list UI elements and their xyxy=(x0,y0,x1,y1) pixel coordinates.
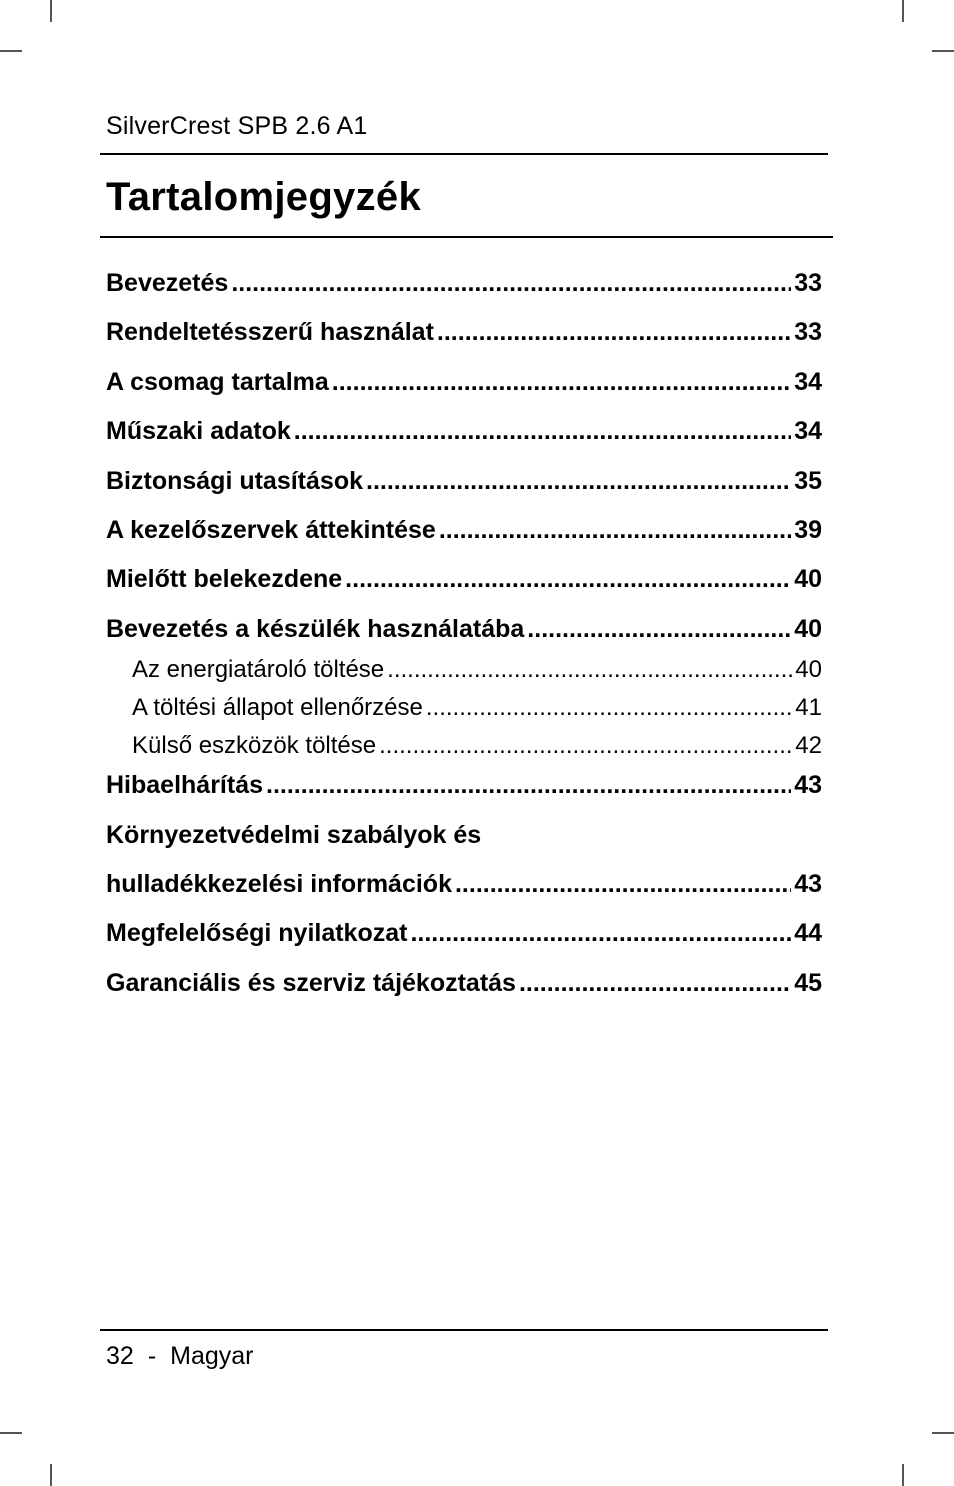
toc-entry[interactable] xyxy=(106,410,822,459)
toc-entry[interactable] xyxy=(106,262,822,311)
crop-mark xyxy=(932,50,954,52)
toc-entry-page: 43 xyxy=(794,869,822,898)
toc-leader-dots xyxy=(527,608,791,650)
header-rule xyxy=(100,153,828,155)
toc-entry[interactable] xyxy=(106,962,822,1011)
toc-entry-label: Bevezetés a készülék használatába xyxy=(106,614,525,643)
table-of-contents xyxy=(106,262,822,1011)
crop-mark xyxy=(50,1464,52,1486)
toc-leader-dots xyxy=(426,692,792,724)
toc-entry-label: Mielőtt belekezdene xyxy=(106,565,343,594)
toc-leader-dots xyxy=(455,863,791,905)
toc-entry-page: 34 xyxy=(794,367,822,396)
footer-rule xyxy=(100,1329,828,1331)
toc-entry-label: Biztonsági utasítások xyxy=(106,466,363,495)
toc-entry-page: 44 xyxy=(794,919,822,948)
toc-leader-dots xyxy=(439,509,791,551)
toc-subentry-label: Az energiatároló töltése xyxy=(132,656,385,684)
toc-subentry[interactable] xyxy=(106,730,822,764)
toc-entry[interactable] xyxy=(106,608,822,657)
toc-leader-dots xyxy=(410,912,791,954)
toc-entry[interactable] xyxy=(106,912,822,961)
crop-mark xyxy=(902,1464,904,1486)
toc-leader-dots xyxy=(437,311,791,353)
crop-mark xyxy=(0,50,22,52)
toc-subentry-page: 40 xyxy=(795,656,822,684)
toc-leader-dots xyxy=(231,262,791,304)
toc-leader-dots xyxy=(379,730,792,762)
toc-entry-label: Garanciális és szerviz tájékoztatás xyxy=(106,968,516,997)
toc-entry-label: Hibaelhárítás xyxy=(106,771,264,800)
crop-mark xyxy=(0,1432,22,1434)
toc-entry-page: 45 xyxy=(794,968,822,997)
toc-subentry-label: Külső eszközök töltése xyxy=(132,732,377,760)
toc-leader-dots xyxy=(366,460,791,502)
toc-entry-label: hulladékkezelési információk xyxy=(106,869,452,898)
toc-entry-label: Rendeltetésszerű használat xyxy=(106,318,434,347)
toc-entry-page: 33 xyxy=(794,318,822,347)
toc-entry[interactable] xyxy=(106,558,822,607)
page-title: Tartalomjegyzék xyxy=(106,175,421,219)
toc-entry-page: 34 xyxy=(794,417,822,446)
toc-entry-label: Környezetvédelmi szabályok és xyxy=(106,820,482,849)
footer-language: Magyar xyxy=(170,1342,254,1370)
toc-subentry-page: 41 xyxy=(795,694,822,722)
toc-entry-page: 33 xyxy=(794,269,822,297)
toc-entry-line2[interactable] xyxy=(106,863,822,912)
toc-subentry-page: 42 xyxy=(795,732,822,760)
toc-entry[interactable] xyxy=(106,361,822,410)
footer-separator: - xyxy=(147,1342,157,1370)
toc-subentry-label: A töltési állapot ellenőrzése xyxy=(132,694,423,722)
crop-mark xyxy=(902,0,904,22)
toc-leader-dots xyxy=(387,654,792,686)
toc-entry-page: 43 xyxy=(794,771,822,800)
toc-entry-page: 35 xyxy=(794,466,822,495)
crop-mark xyxy=(932,1432,954,1434)
toc-leader-dots xyxy=(519,962,791,1004)
toc-entry[interactable] xyxy=(106,460,822,509)
toc-entry-label: Megfelelőségi nyilatkozat xyxy=(106,919,408,948)
running-header: SilverCrest SPB 2.6 A1 xyxy=(106,112,368,140)
toc-entry-line1[interactable] xyxy=(106,814,822,863)
toc-entry[interactable] xyxy=(106,311,822,360)
title-rule xyxy=(100,236,833,238)
running-footer xyxy=(106,1342,254,1371)
toc-entry-page: 39 xyxy=(794,515,822,544)
footer-page-number: 32 xyxy=(106,1342,134,1370)
toc-entry-page: 40 xyxy=(794,614,822,643)
toc-entry[interactable] xyxy=(106,509,822,558)
toc-leader-dots xyxy=(345,558,791,600)
toc-leader-dots xyxy=(266,764,791,806)
toc-entry-label: A kezelőszervek áttekintése xyxy=(106,515,436,544)
toc-subentry[interactable] xyxy=(106,654,822,692)
toc-leader-dots xyxy=(294,410,791,452)
crop-mark xyxy=(50,0,52,22)
toc-entry-label: A csomag tartalma xyxy=(106,367,329,396)
toc-entry[interactable] xyxy=(106,764,822,813)
toc-entry-page: 40 xyxy=(794,565,822,594)
toc-entry-label: Bevezetés xyxy=(106,269,229,297)
toc-subentry[interactable] xyxy=(106,692,822,730)
toc-entry-label: Műszaki adatok xyxy=(106,417,291,446)
toc-leader-dots xyxy=(332,361,791,403)
